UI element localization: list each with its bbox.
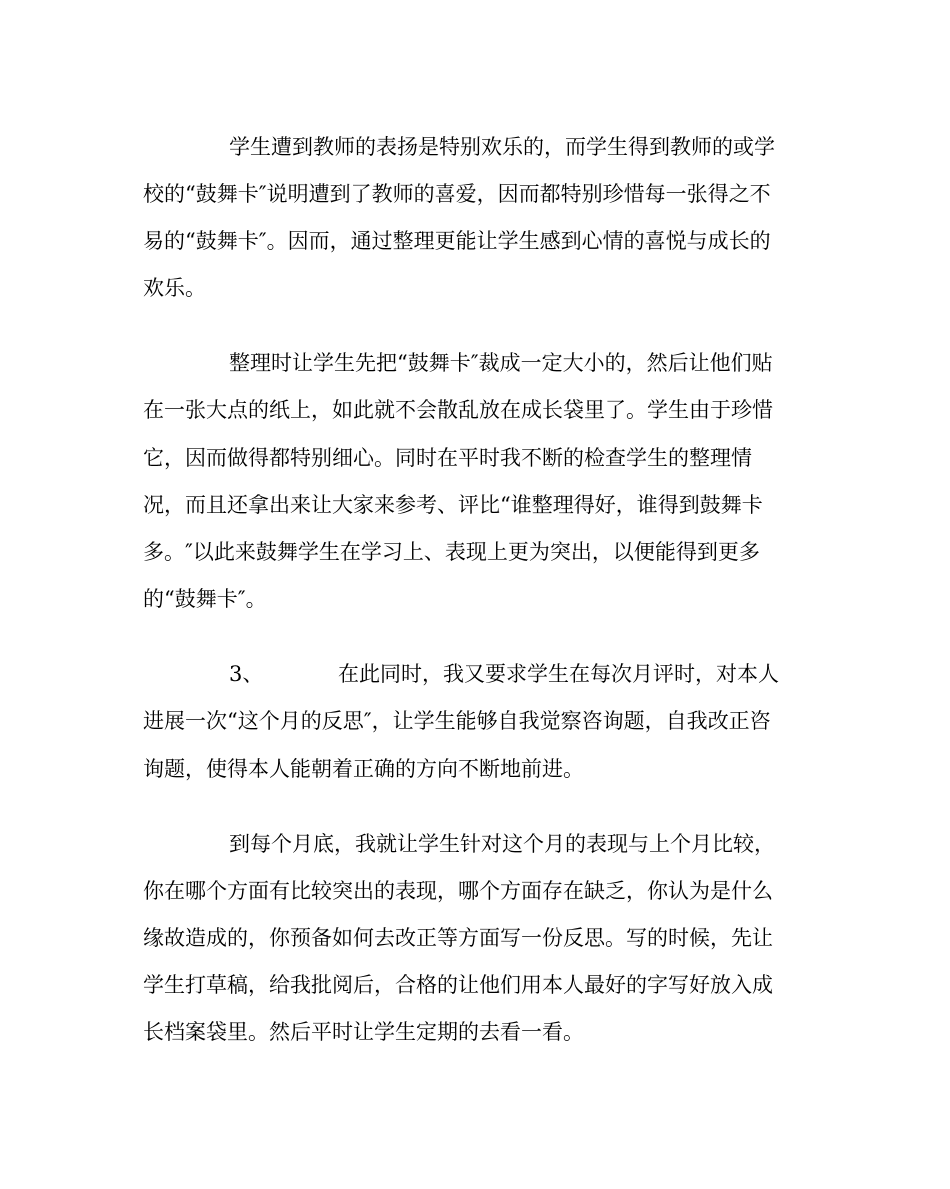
text-line: 长档案袋里。然后平时让学生定期的去看一看。 [143,1020,584,1044]
text-line: 欢乐。 [143,276,206,300]
text-line: 校的“鼓舞卡″说明遭到了教师的喜爱，因而都特别珍惜每一张得之不 [143,182,771,206]
text-line: 易的“鼓舞卡″。因而，通过整理更能让学生感到心情的喜悦与成长的 [143,229,771,253]
text-line: 的“鼓舞卡″。 [143,587,267,611]
text-line: 学生遭到教师的表扬是特别欢乐的，而学生得到教师的或学 [229,135,775,159]
item-number: 3、 [229,662,264,686]
text-line: 你在哪个方面有比较突出的表现，哪个方面存在缺乏，你认为是什么 [143,879,773,903]
text-line: 进展一次“这个月的反思″，让学生能够自我觉察咨询题，自我改正咨 [143,709,771,733]
text-line: 多。″以此来鼓舞学生在学习上、表现上更为突出，以便能得到更多 [143,540,760,564]
text-line: 询题，使得本人能朝着正确的方向不断地前进。 [143,757,584,781]
text-line: 整理时让学生先把“鼓舞卡″裁成一定大小的，然后让他们贴 [229,351,773,375]
text-line: 学生打草稿，给我批阅后，合格的让他们用本人最好的字写好放入成 [143,973,773,997]
text-line: 况，而且还拿出来让大家来参考、评比“谁整理得好，谁得到鼓舞卡 [143,493,763,517]
text-line: 在此同时，我又要求学生在每次月评时，对本人 [338,662,779,686]
text-line: 缘故造成的，你预备如何去改正等方面写一份反思。写的时候，先让 [143,926,773,950]
text-line: 它，因而做得都特别细心。同时在平时我不断的检查学生的整理情 [143,446,752,470]
text-line: 在一张大点的纸上，如此就不会散乱放在成长袋里了。学生由于珍惜 [143,398,773,422]
text-line: 到每个月底，我就让学生针对这个月的表现与上个月比较， [229,832,775,856]
